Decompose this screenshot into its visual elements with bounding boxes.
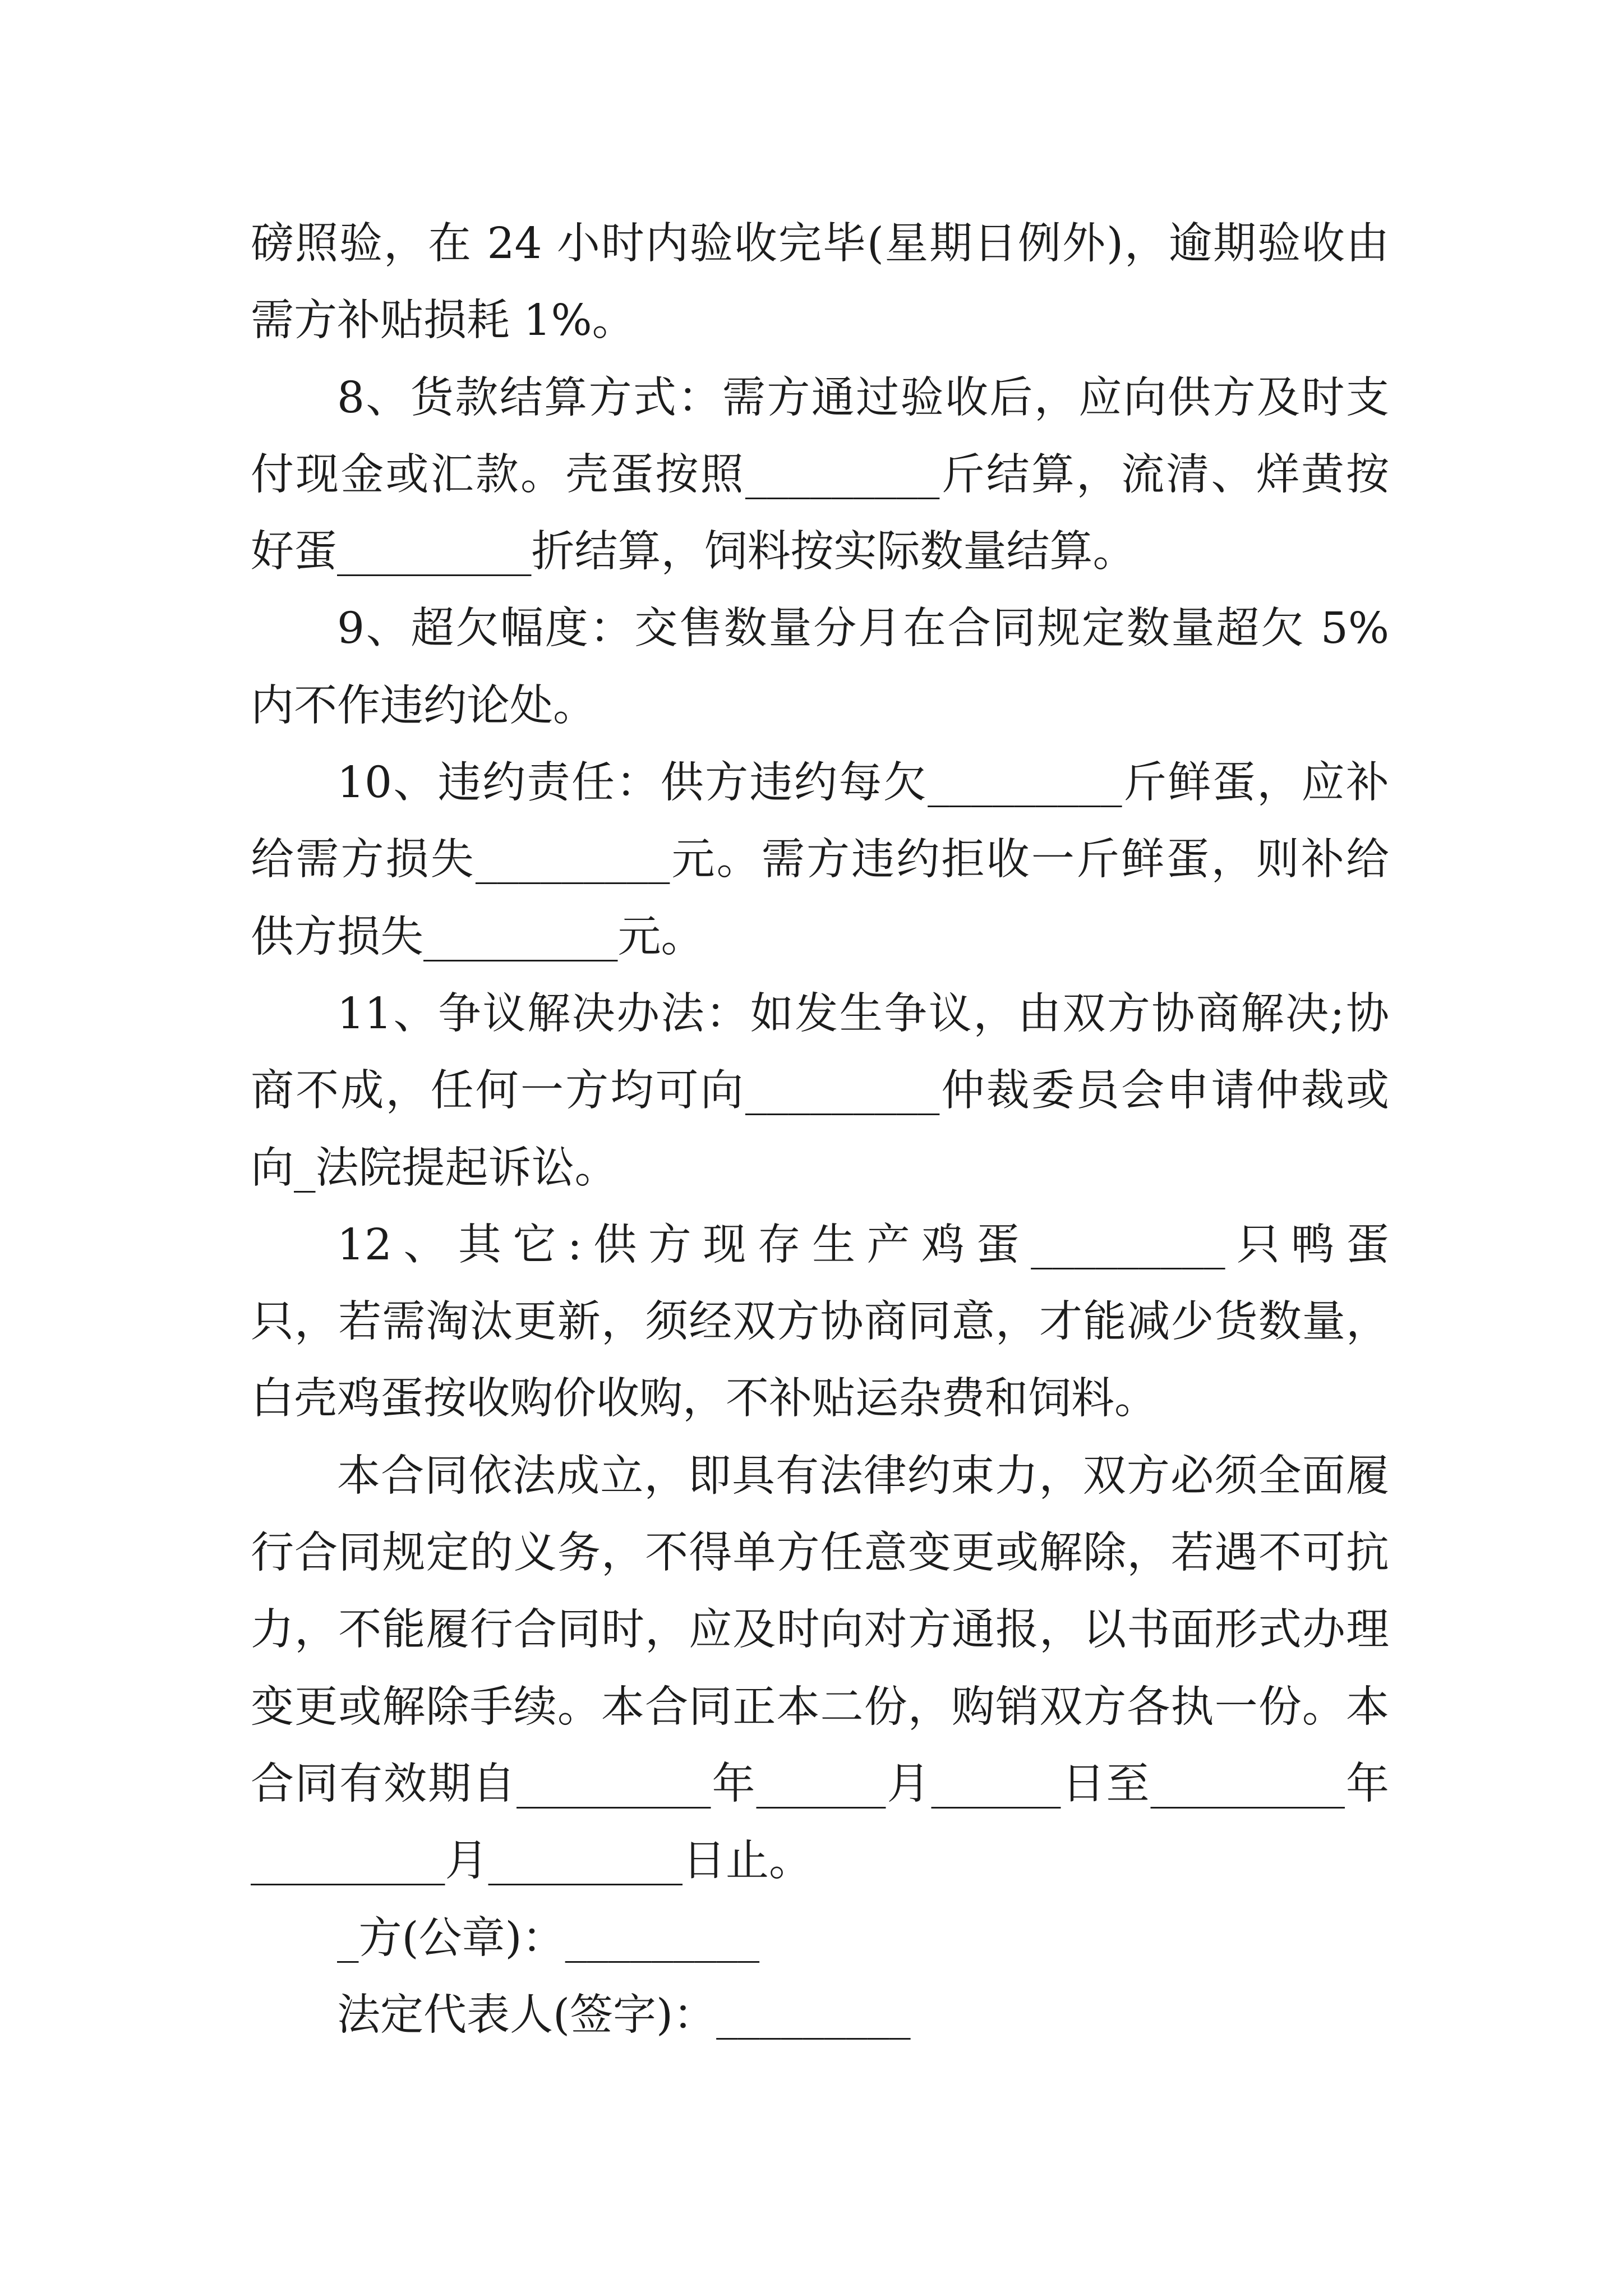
- clause-8-payment-settlement: [251, 360, 1389, 591]
- text-line: 本合同依法成立，即具有法律约束力，双方必须全面履: [337, 1451, 1389, 1501]
- contract-body: [251, 205, 1389, 2054]
- legal-representative-signature-line: [251, 1977, 1389, 2054]
- clause-11-dispute-resolution: [251, 976, 1389, 1207]
- text-line: 12、其它:供方现存生产鸡蛋_________只鸭蛋: [337, 1220, 1389, 1270]
- text-line: 商不成，任何一方均可向_________仲裁委员会申请仲裁或: [251, 1066, 1389, 1116]
- clause-9-tolerance: [251, 590, 1389, 744]
- text-line: 8、货款结算方式：需方通过验收后，应向供方及时支: [337, 372, 1389, 423]
- text-line: 法定代表人(签字)：_________: [337, 1990, 911, 2040]
- text-line: 付现金或汇款。壳蛋按照_________斤结算，流清、烊黄按: [251, 449, 1389, 500]
- text-line: 白壳鸡蛋按收购价收购，不补贴运杂费和饲料。: [251, 1374, 1158, 1424]
- clause-7-continuation: [251, 205, 1389, 360]
- text-line: 力，不能履行合同时，应及时向对方通报，以书面形式办理: [251, 1605, 1389, 1655]
- text-line: 需方补贴损耗 1%。: [251, 296, 635, 346]
- text-line: 向_法院提起诉讼。: [251, 1143, 618, 1193]
- text-line: 供方损失_________元。: [251, 912, 704, 962]
- text-line: _方(公章)：_________: [337, 1913, 760, 1963]
- text-line: 10、违约责任：供方违约每欠_________斤鲜蛋，应补: [337, 758, 1389, 808]
- text-line: 只，若需淘汰更新，须经双方协商同意，才能减少货数量，: [251, 1297, 1389, 1347]
- text-line: 行合同规定的义务，不得单方任意变更或解除，若遇不可抗: [251, 1528, 1389, 1579]
- text-line: 磅照验，在 24 小时内验收完毕(星期日例外)，逾期验收由: [251, 219, 1389, 269]
- text-line: 9、超欠幅度：交售数量分月在合同规定数量超欠 5%: [337, 604, 1389, 654]
- text-line: 内不作违约论处。: [251, 680, 596, 731]
- text-line: 合同有效期自_________年______月______日至_________年: [251, 1759, 1389, 1809]
- party-seal-line: [251, 1900, 1389, 1977]
- text-line: _________月_________日止。: [251, 1836, 812, 1887]
- clause-12-other: [251, 1207, 1389, 1438]
- clause-10-liability: [251, 744, 1389, 976]
- closing-paragraph: [251, 1438, 1389, 1900]
- text-line: 变更或解除手续。本合同正本二份，购销双方各执一份。本: [251, 1682, 1389, 1732]
- text-line: 好蛋_________折结算，饲料按实际数量结算。: [251, 527, 1136, 577]
- text-line: 11、争议解决办法：如发生争议，由双方协商解决;协: [337, 988, 1389, 1039]
- text-line: 给需方损失_________元。需方违约拒收一斤鲜蛋，则补给: [251, 835, 1389, 885]
